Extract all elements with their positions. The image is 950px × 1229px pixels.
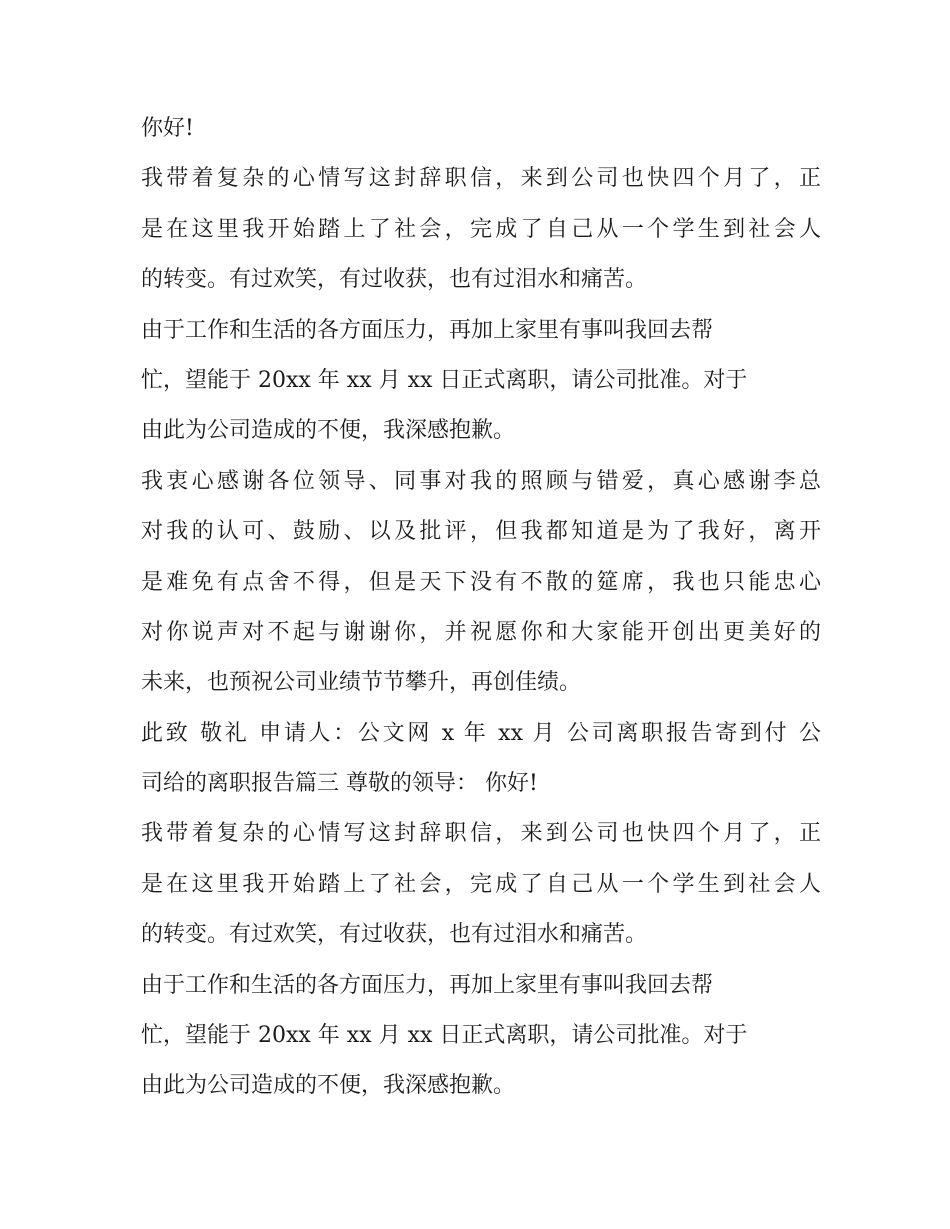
text-line: 是在这里我开始踏上了社会，完成了自己从一个学生到社会人	[141, 871, 821, 897]
text-line: 我带着复杂的心情写这封辞职信，来到公司也快四个月了，正	[141, 821, 821, 847]
text-line: 由于工作和生活的各方面压力，再加上家里有事叫我回去帮	[141, 317, 714, 343]
text-line: 是难免有点舍不得，但是天下没有不散的筵席，我也只能忠心	[141, 569, 821, 595]
text-line: 由于工作和生活的各方面压力，再加上家里有事叫我回去帮	[141, 972, 714, 998]
text-line: 你好!	[141, 116, 194, 141]
text-line: 忙，望能于 20xx 年 xx 月 xx 日正式离职，请公司批准。对于	[141, 367, 748, 393]
text-line: 此致 敬礼 申请人：公文网 x 年 xx 月 公司离职报告寄到付 公	[141, 720, 821, 746]
document-body	[141, 104, 821, 1112]
text-line: 由此为公司造成的不便，我深感抱歉。	[141, 418, 516, 444]
text-line: 我带着复杂的心情写这封辞职信，来到公司也快四个月了，正	[141, 166, 821, 192]
text-line: 对我的认可、鼓励、以及批评，但我都知道是为了我好，离开	[141, 519, 821, 545]
text-line: 司给的离职报告篇三 尊敬的领导： 你好!	[141, 771, 538, 797]
text-line: 忙，望能于 20xx 年 xx 月 xx 日正式离职，请公司批准。对于	[141, 1023, 748, 1049]
text-line: 的转变。有过欢笑，有过收获，也有过泪水和痛苦。	[141, 922, 648, 948]
text-line: 未来，也预祝公司业绩节节攀升，再创佳绩。	[141, 670, 582, 696]
text-line: 我衷心感谢各位领导、同事对我的照顾与错爱，真心感谢李总	[141, 468, 821, 494]
text-line: 的转变。有过欢笑，有过收获，也有过泪水和痛苦。	[141, 267, 648, 293]
text-line: 由此为公司造成的不便，我深感抱歉。	[141, 1073, 516, 1099]
text-line: 是在这里我开始踏上了社会，完成了自己从一个学生到社会人	[141, 216, 821, 242]
text-line: 对你说声对不起与谢谢你，并祝愿你和大家能开创出更美好的	[141, 619, 821, 645]
